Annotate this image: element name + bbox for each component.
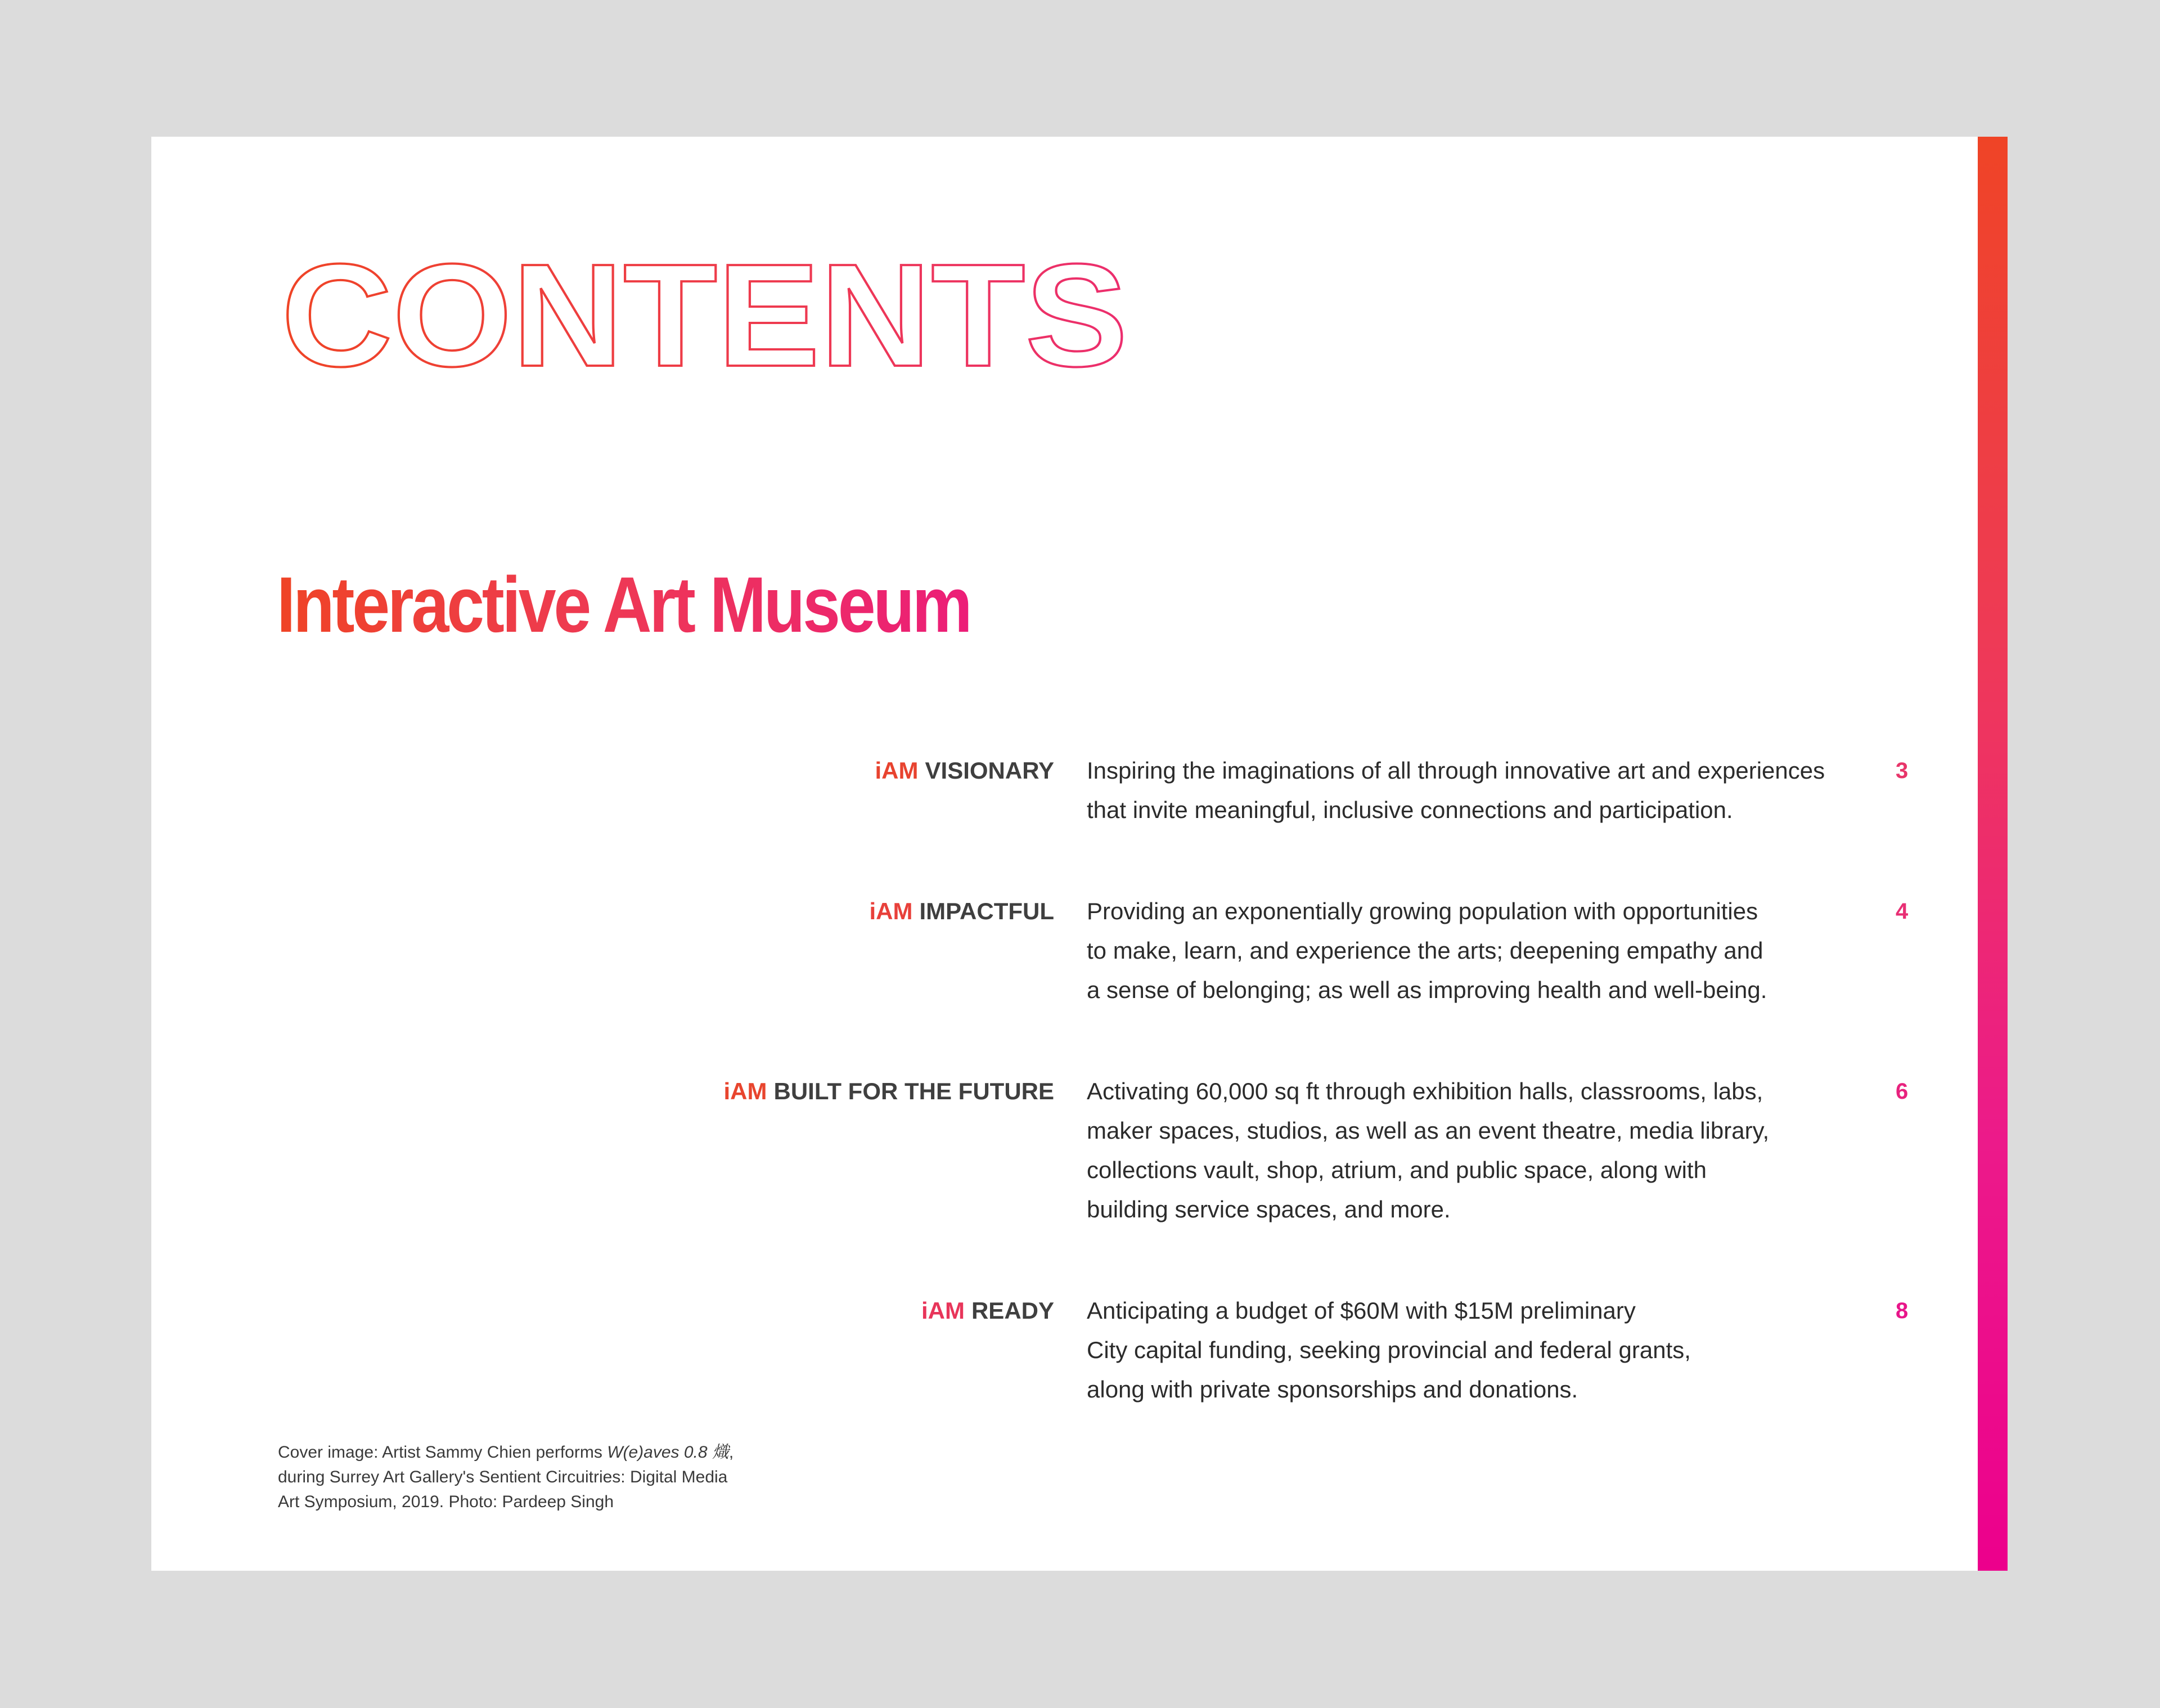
caption-work-title: W(e)aves 0.8 熾 xyxy=(607,1443,729,1462)
document-subtitle: Interactive Art Museum xyxy=(277,557,970,653)
toc-entry-description xyxy=(1087,1291,1874,1409)
toc-entry-label xyxy=(921,1291,1054,1331)
toc-entry-page-number[interactable]: 6 xyxy=(1896,1079,1909,1104)
toc-entry-label xyxy=(723,1072,1054,1111)
toc-entry-description-line: along with private sponsorships and donations. xyxy=(1087,1376,1578,1403)
toc-entry-description-line: Providing an exponentially growing population with opportunities xyxy=(1087,898,1758,924)
toc-entry-prefix: iAM xyxy=(921,1297,965,1324)
caption-text: Cover image: Artist Sammy Chien performs xyxy=(278,1443,608,1462)
toc-entry-description-line: maker spaces, studios, as well as an event theatre, media library, xyxy=(1087,1117,1770,1144)
caption-line: during Surrey Art Gallery's Sentient Circuitries: Digital Media xyxy=(278,1468,728,1486)
caption-line: Art Symposium, 2019. Photo: Pardeep Singh xyxy=(278,1493,614,1511)
toc-entry-description xyxy=(1087,892,1874,1010)
toc-entry-prefix: iAM xyxy=(875,757,919,784)
toc-entry-description-line: Inspiring the imaginations of all through innovative art and experiences xyxy=(1087,757,1825,784)
toc-entry-label xyxy=(869,892,1054,931)
toc-entry-description-line: Activating 60,000 sq ft through exhibition halls, classrooms, labs, xyxy=(1087,1078,1763,1104)
toc-entry-page-number[interactable]: 8 xyxy=(1896,1298,1909,1323)
caption-text: , xyxy=(728,1443,734,1462)
toc-entry-name: READY xyxy=(971,1297,1054,1324)
toc-entry-label xyxy=(875,751,1054,790)
accent-bar xyxy=(1978,137,2008,1571)
toc-entry-description-line: collections vault, shop, atrium, and public space, along with xyxy=(1087,1157,1707,1183)
caption-line xyxy=(278,1440,734,1465)
toc-entry-description xyxy=(1087,751,1874,830)
toc-entry-description-line: a sense of belonging; as well as improving health and well-being. xyxy=(1087,977,1767,1003)
toc-entry-description-line: building service spaces, and more. xyxy=(1087,1196,1451,1222)
toc-entry-page-number[interactable]: 3 xyxy=(1896,758,1909,783)
toc-entry-prefix: iAM xyxy=(723,1078,767,1104)
toc-entry-name: VISIONARY xyxy=(925,757,1054,784)
toc-entry-prefix: iAM xyxy=(869,898,913,924)
toc-entry-page-number[interactable]: 4 xyxy=(1896,899,1909,924)
toc-entry-description-line: Anticipating a budget of $60M with $15M preliminary xyxy=(1087,1297,1636,1324)
contents-title-text: CONTENTS xyxy=(281,242,1128,383)
cover-image-caption xyxy=(278,1440,734,1514)
toc-entry-name: IMPACTFUL xyxy=(919,898,1054,924)
toc-entry-name: BUILT FOR THE FUTURE xyxy=(773,1078,1054,1104)
toc-entry-description-line: that invite meaningful, inclusive connections and participation. xyxy=(1087,797,1733,823)
toc-entry-description xyxy=(1087,1072,1874,1229)
toc-entry-description-line: to make, learn, and experience the arts; deepening empathy and xyxy=(1087,937,1763,964)
toc-entry-description-line: City capital funding, seeking provincial and federal grants, xyxy=(1087,1337,1691,1363)
contents-title xyxy=(276,242,1176,383)
